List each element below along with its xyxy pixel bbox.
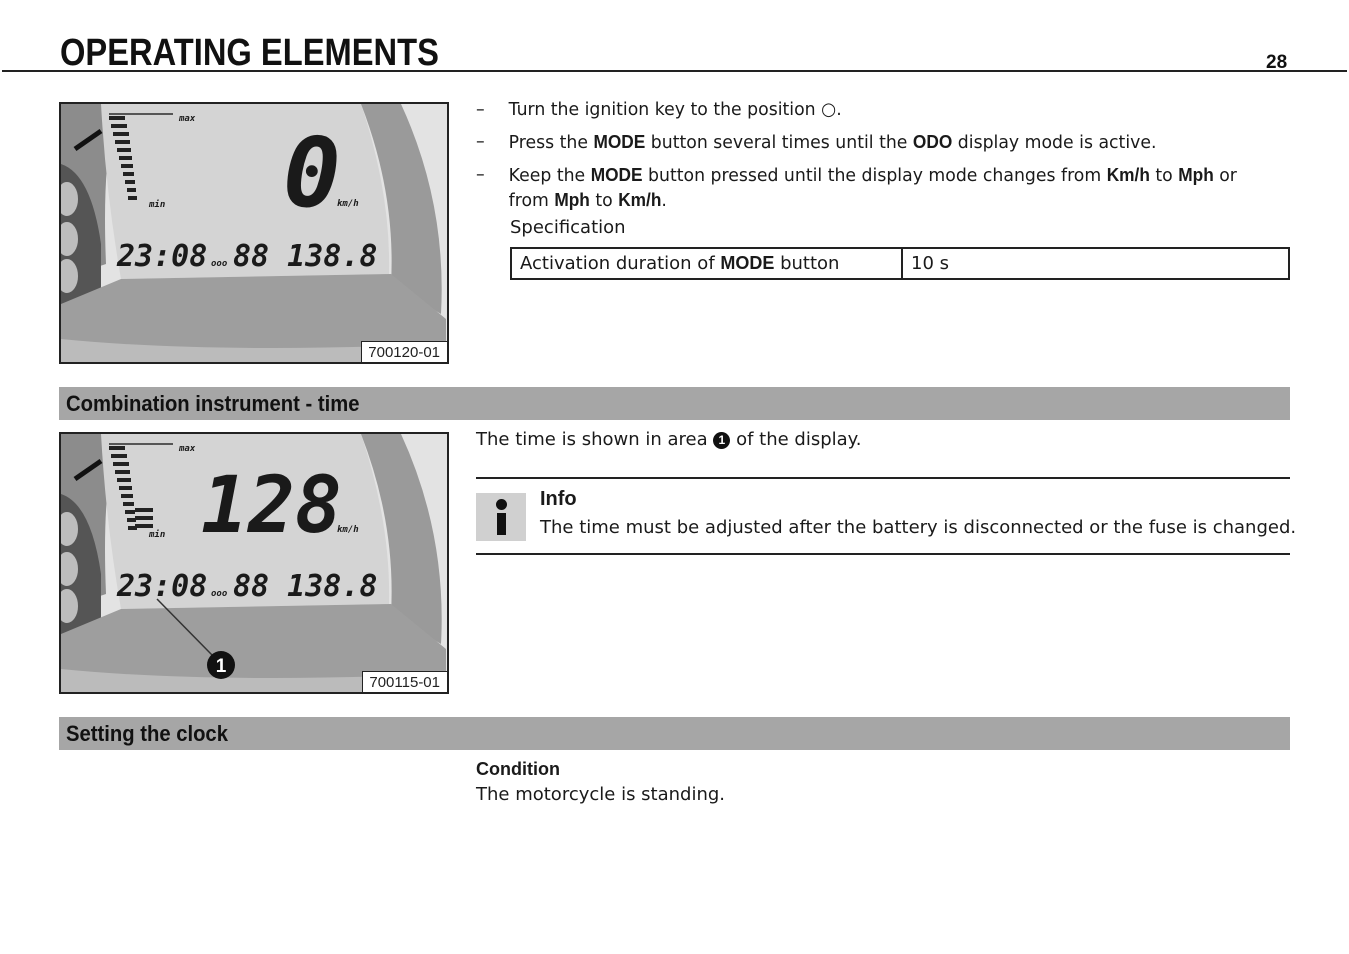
scale-min-label: min <box>149 530 166 540</box>
time-description: The time is shown in area 1 of the display. <box>476 429 862 450</box>
speed-readout: 128 <box>201 461 342 551</box>
condition-text: The motorcycle is standing. <box>476 784 726 805</box>
speed-unit: km/h <box>337 199 359 209</box>
title-rule <box>2 70 1347 72</box>
area-marker: 1 <box>713 432 730 449</box>
speed-unit: km/h <box>337 525 359 535</box>
info-heading: Info <box>540 488 577 510</box>
figure-caption: 700120-01 <box>361 341 449 364</box>
step-item: – Turn the ignition key to the position ○. <box>476 99 842 120</box>
instrument-figure-time <box>59 432 449 694</box>
condition-label: Condition <box>476 759 560 779</box>
procedure-steps <box>476 98 1290 221</box>
page-title: OPERATING ELEMENTS <box>60 32 439 74</box>
info-text: The time must be adjusted after the battery is disconnected or the fuse is changed. <box>540 517 1297 538</box>
figure-caption: 700115-01 <box>362 671 449 694</box>
odo-prefix: ooo <box>211 589 228 599</box>
specification-label: Specification <box>510 217 626 238</box>
odo-readout: 88 138.8 <box>233 239 378 274</box>
info-box <box>476 477 1297 555</box>
section-heading-clock: Setting the clock <box>59 717 1290 750</box>
spec-parameter-cell: Activation duration of MODE button <box>511 248 902 279</box>
specification-table <box>510 247 1290 280</box>
ignition-off-symbol: ○ <box>821 99 837 120</box>
clock-readout: 23:08 <box>117 569 208 604</box>
callout-number: 1 <box>215 656 227 677</box>
scale-max-label: max <box>179 444 196 454</box>
section-heading-time: Combination instrument - time <box>59 387 1290 420</box>
info-icon <box>476 493 526 541</box>
instrument-illustration <box>61 434 447 692</box>
speed-readout: 0 <box>283 117 341 229</box>
table-row <box>511 248 1289 279</box>
scale-min-label: min <box>149 200 166 210</box>
spec-value-cell: 10 s <box>902 248 1289 279</box>
instrument-illustration <box>61 104 447 362</box>
scale-max-label: max <box>179 114 196 124</box>
odo-prefix: ooo <box>211 259 228 269</box>
step-item: – Press the MODE button several times until the ODO display mode is active. <box>476 131 1157 153</box>
page-number: 28 <box>1266 52 1288 73</box>
instrument-figure-odo <box>59 102 449 364</box>
odo-readout: 88 138.8 <box>233 569 378 604</box>
clock-readout: 23:08 <box>117 239 208 274</box>
step-item: – Keep the MODE button pressed until the display mode changes from Km/h to Mph or from Mph to Km/h. <box>476 164 1237 211</box>
